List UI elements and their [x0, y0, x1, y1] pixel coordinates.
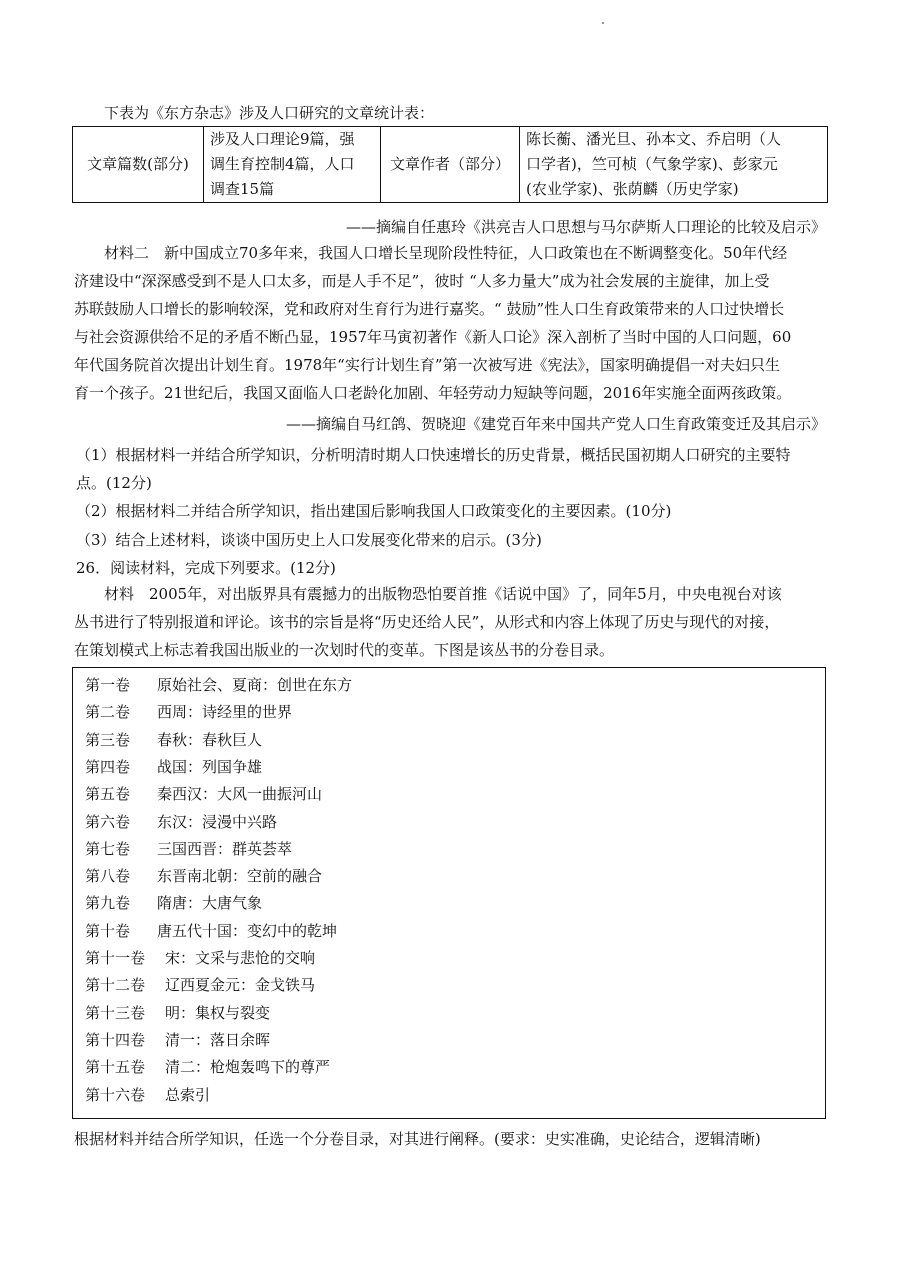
volume-number: 第十五卷 [85, 1058, 146, 1077]
volume-number: 第七卷 [85, 839, 131, 858]
question-2: （2）根据材料二并结合所学知识，指出建国后影响我国人口政策变化的主要因素。(10分) [76, 502, 672, 520]
volume-title: 春秋：春秋巨人 [157, 730, 263, 749]
material-26: 材料 2005年，对出版界具有震撼力的出版物恐怕要首推《话说中国》了，同年5月，中央电视台对该 丛书进行了特别报道和评论。该书的宗旨是将“历史还给人民”，从形式和内容上体现了历史与现代的对接， 在策划模式上标志着我国出版业的一次划时代的变革。下图是该丛书的分卷目录。 [74, 585, 782, 659]
volume-item [85, 920, 337, 941]
volume-title: 清一：落日余晖 [165, 1030, 271, 1049]
volume-item [85, 947, 315, 968]
volume-title: 西周：诗经里的世界 [157, 703, 293, 722]
volume-number: 第九卷 [85, 894, 131, 913]
volume-number: 第十卷 [85, 921, 131, 940]
volume-item [85, 974, 315, 995]
header-authors: 文章作者（部分） [381, 127, 520, 203]
volume-title: 明：集权与裂变 [165, 1003, 271, 1022]
source-citation-2: ——摘编自马红鸽、贺晓迎《建党百年来中国共产党人口生育政策变迁及其启示》 [285, 415, 826, 433]
volume-item [85, 701, 292, 722]
scan-dot [602, 22, 604, 24]
cell-article-count: 涉及人口理论9篇，强 调生育控制4篇，人口 调查15篇 [204, 127, 381, 203]
volume-number: 第十一卷 [85, 949, 146, 967]
volume-title: 宋：文采与悲怆的交响 [165, 949, 316, 967]
volume-number: 第二卷 [85, 703, 131, 722]
cell-authors: 陈长蘅、潘光旦、孙本文、乔启明（人 口学者)，竺可桢（气象学家)、彭家元 (农业学家)、张荫麟（历史学家) [520, 127, 828, 203]
volume-item [85, 783, 322, 804]
volume-number: 第三卷 [85, 730, 131, 749]
volume-number: 第八卷 [85, 867, 131, 886]
source-citation-1: ——摘编自任惠玲《洪亮吉人口思想与马尔萨斯人口理论的比较及启示》 [345, 218, 826, 236]
volume-item [85, 729, 262, 750]
volume-item [85, 1029, 270, 1050]
volume-title: 战国：列国争雄 [157, 757, 263, 776]
volume-item [85, 865, 322, 886]
volume-title: 东晋南北朝：空前的融合 [157, 867, 323, 886]
volume-title: 原始社会、夏商：创世在东方 [157, 676, 353, 694]
material-two: 材料二 新中国成立70多年来，我国人口增长呈现阶段性特征，人口政策也在不断调整变化。50年代经 济建设中“深深感受到不是人口太多，而是人手不足”，彼时 “人多力量大”成为社会发展的主旋律，加上受 苏联鼓励人口增长的影响较深，党和政府对生育行为进行嘉奖。“ 鼓励”性人口生育政策带来的人口过快增长 与社会资源供给不足的矛盾不断凸显，1957年马寅初著作《新人口论》深入剖析了当时中国的人口问题，60 年代国务院首次提出计划生育。1978年“实行计划生育”第一次被写进《宪法》，国家明确提倡一对夫妇只生 育一个孩子。21世纪后，我国又面临人口老龄化加剧、年轻劳动力短缺等问题，2016年实施全面两孩政策。 [74, 244, 792, 402]
volume-item [85, 1056, 330, 1077]
volume-number: 第一卷 [85, 676, 131, 694]
volume-number: 第十三卷 [85, 1003, 146, 1022]
question-3: （3）结合上述材料，谈谈中国历史上人口发展变化带来的启示。(3分) [76, 531, 542, 549]
volume-number: 第五卷 [85, 785, 131, 804]
volume-title: 总索引 [165, 1085, 211, 1104]
volume-title: 清二：枪炮轰鸣下的尊严 [165, 1058, 331, 1077]
final-question: 根据材料并结合所学知识，任选一个分卷目录，对其进行阐释。(要求：史实准确，史论结合，逻辑清晰) [74, 1130, 761, 1148]
header-article-count: 文章篇数(部分) [73, 127, 204, 203]
volume-title: 辽西夏金元：金戈铁马 [165, 976, 316, 995]
volume-item [85, 756, 262, 777]
question-1-line2: 点。(12分) [76, 474, 152, 492]
volume-item [85, 674, 352, 695]
volume-item [85, 811, 277, 832]
article-stats-table [72, 126, 828, 203]
question-1-line1: （1）根据材料一并结合所学知识，分析明清时期人口快速增长的历史背景，概括民国初期人口研究的主要特 [76, 446, 791, 464]
volume-item [85, 1002, 270, 1023]
volume-number: 第十二卷 [85, 976, 146, 995]
volume-number: 第十四卷 [85, 1030, 146, 1049]
volume-number: 第六卷 [85, 812, 131, 831]
volume-item [85, 892, 262, 913]
volume-item [85, 1084, 210, 1105]
volume-title: 唐五代十国：变幻中的乾坤 [157, 921, 338, 940]
volume-number: 第十六卷 [85, 1085, 146, 1104]
volume-catalog-box [72, 667, 826, 1119]
volume-title: 秦西汉：大风一曲振河山 [157, 785, 323, 804]
volume-title: 隋唐：大唐气象 [157, 894, 263, 913]
volume-item [85, 838, 292, 859]
volume-title: 东汉：浸漫中兴路 [157, 812, 278, 831]
volume-number: 第四卷 [85, 757, 131, 776]
question-26-heading: 26．阅读材料，完成下列要求。(12分) [76, 559, 336, 577]
table-intro: 下表为《东方杂志》涉及人口研究的文章统计表： [104, 104, 435, 122]
volume-title: 三国西晋：群英荟萃 [157, 839, 293, 858]
